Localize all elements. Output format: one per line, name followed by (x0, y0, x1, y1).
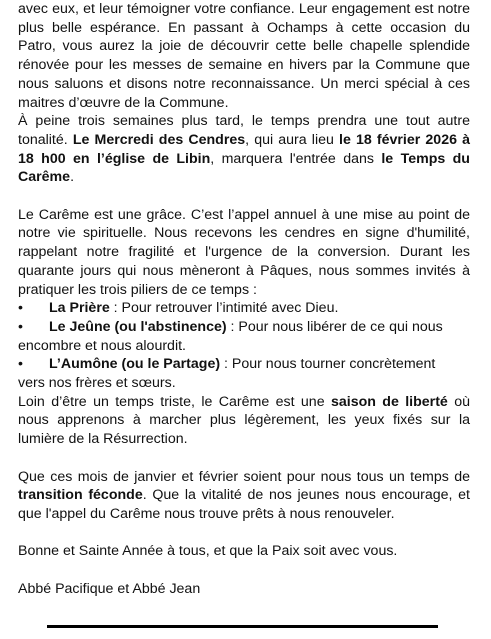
bullet-icon: • (18, 300, 23, 317)
bullet-title: La Prière (49, 300, 110, 317)
paragraph-greeting: Bonne et Sainte Année à tous, et que la Paix soit avec vous. (18, 543, 398, 560)
text: . (70, 169, 75, 186)
spacer (18, 449, 470, 468)
paragraph-lent-grace: Le Carême est une grâce. C’est l’appel annuel à une mise au point de notre vie spirituelle. Nous recevons les cendres en signe d'humilité, rappelant notre fragilité et l'urgence de la conversion. Durant les quarante jours qui nous mèneront à Pâques, nous sommes invités à pratiquer les trois piliers de ce temps : (18, 206, 470, 298)
text: Que ces mois de janvier et février soient pour nous tous un temps de (18, 468, 470, 485)
paragraph-transition (18, 468, 470, 524)
bullet-title: Le Jeûne (ou l'abstinence) (49, 318, 227, 335)
bullet-icon: • (18, 356, 23, 373)
bold-ash-wednesday: Le Mercredi des Cendres (72, 131, 246, 148)
bullet-desc: : Pour retrouver l’intimité avec Dieu. (109, 300, 339, 317)
text: . Que la vitalité de nos jeunes nous encourage, et que l'appel du Carême nous trouve prêts à nous renouveler. (18, 487, 470, 522)
bullet-text (49, 355, 470, 374)
letter-body (18, 0, 470, 598)
horizontal-rule (47, 625, 438, 628)
bullet-desc: : Pour nous libérer de ce qui nous (226, 318, 443, 335)
bold-date-location: le 18 février 2026 à 18 h00 en l’église de Libin (18, 131, 470, 167)
bullet-fasting (18, 318, 470, 337)
bullet-title: L’Aumône (ou le Partage) (49, 356, 221, 373)
spacer (18, 187, 470, 206)
text: où nous apprenons à marcher plus légèrement, les yeux fixés sur la lumière de la Résurrection. (18, 393, 470, 448)
bullet-text (49, 318, 470, 337)
bold-freedom: saison de liberté (330, 393, 448, 410)
paragraph-freedom (18, 393, 470, 449)
bullet-almsgiving (18, 355, 470, 374)
signature: Abbé Pacifique et Abbé Jean (18, 580, 201, 597)
bold-transition: transition féconde (18, 487, 143, 504)
spacer (18, 524, 470, 543)
spacer (18, 561, 470, 580)
paragraph-patro: avec eux, et leur témoigner votre confiance. Leur engagement est notre plus belle espérance. En passant à Ochamps à cette occasion du Patro, vous aurez la joie de découvrir cette belle chapelle splendide rénovée pour les messes de semaine en hivers par la Commune que nous saluons et disons notre reconnaissance. Un merci spécial à ces maitres d’œuvre de la Commune. (18, 1, 470, 111)
bullet-prayer (18, 299, 470, 318)
bullet-icon: • (18, 318, 23, 335)
text: , qui aura lieu (245, 131, 340, 148)
paragraph-ash-wednesday (18, 112, 470, 187)
bullet-continuation: encombre et nous alourdit. (18, 337, 186, 354)
bold-lent-season: le Temps du Carême (18, 150, 470, 186)
bullet-desc: : Pour nous tourner concrètement (220, 356, 436, 373)
text: À peine trois semaines plus tard, le temps prendra une tout autre tonalité. (18, 113, 470, 148)
bullet-continuation: vers nos frères et sœurs. (18, 375, 176, 392)
text: , marquera l'entrée dans (210, 150, 382, 167)
text: Loin d’être un temps triste, le Carême est une (18, 393, 331, 410)
bullet-text (49, 299, 470, 318)
